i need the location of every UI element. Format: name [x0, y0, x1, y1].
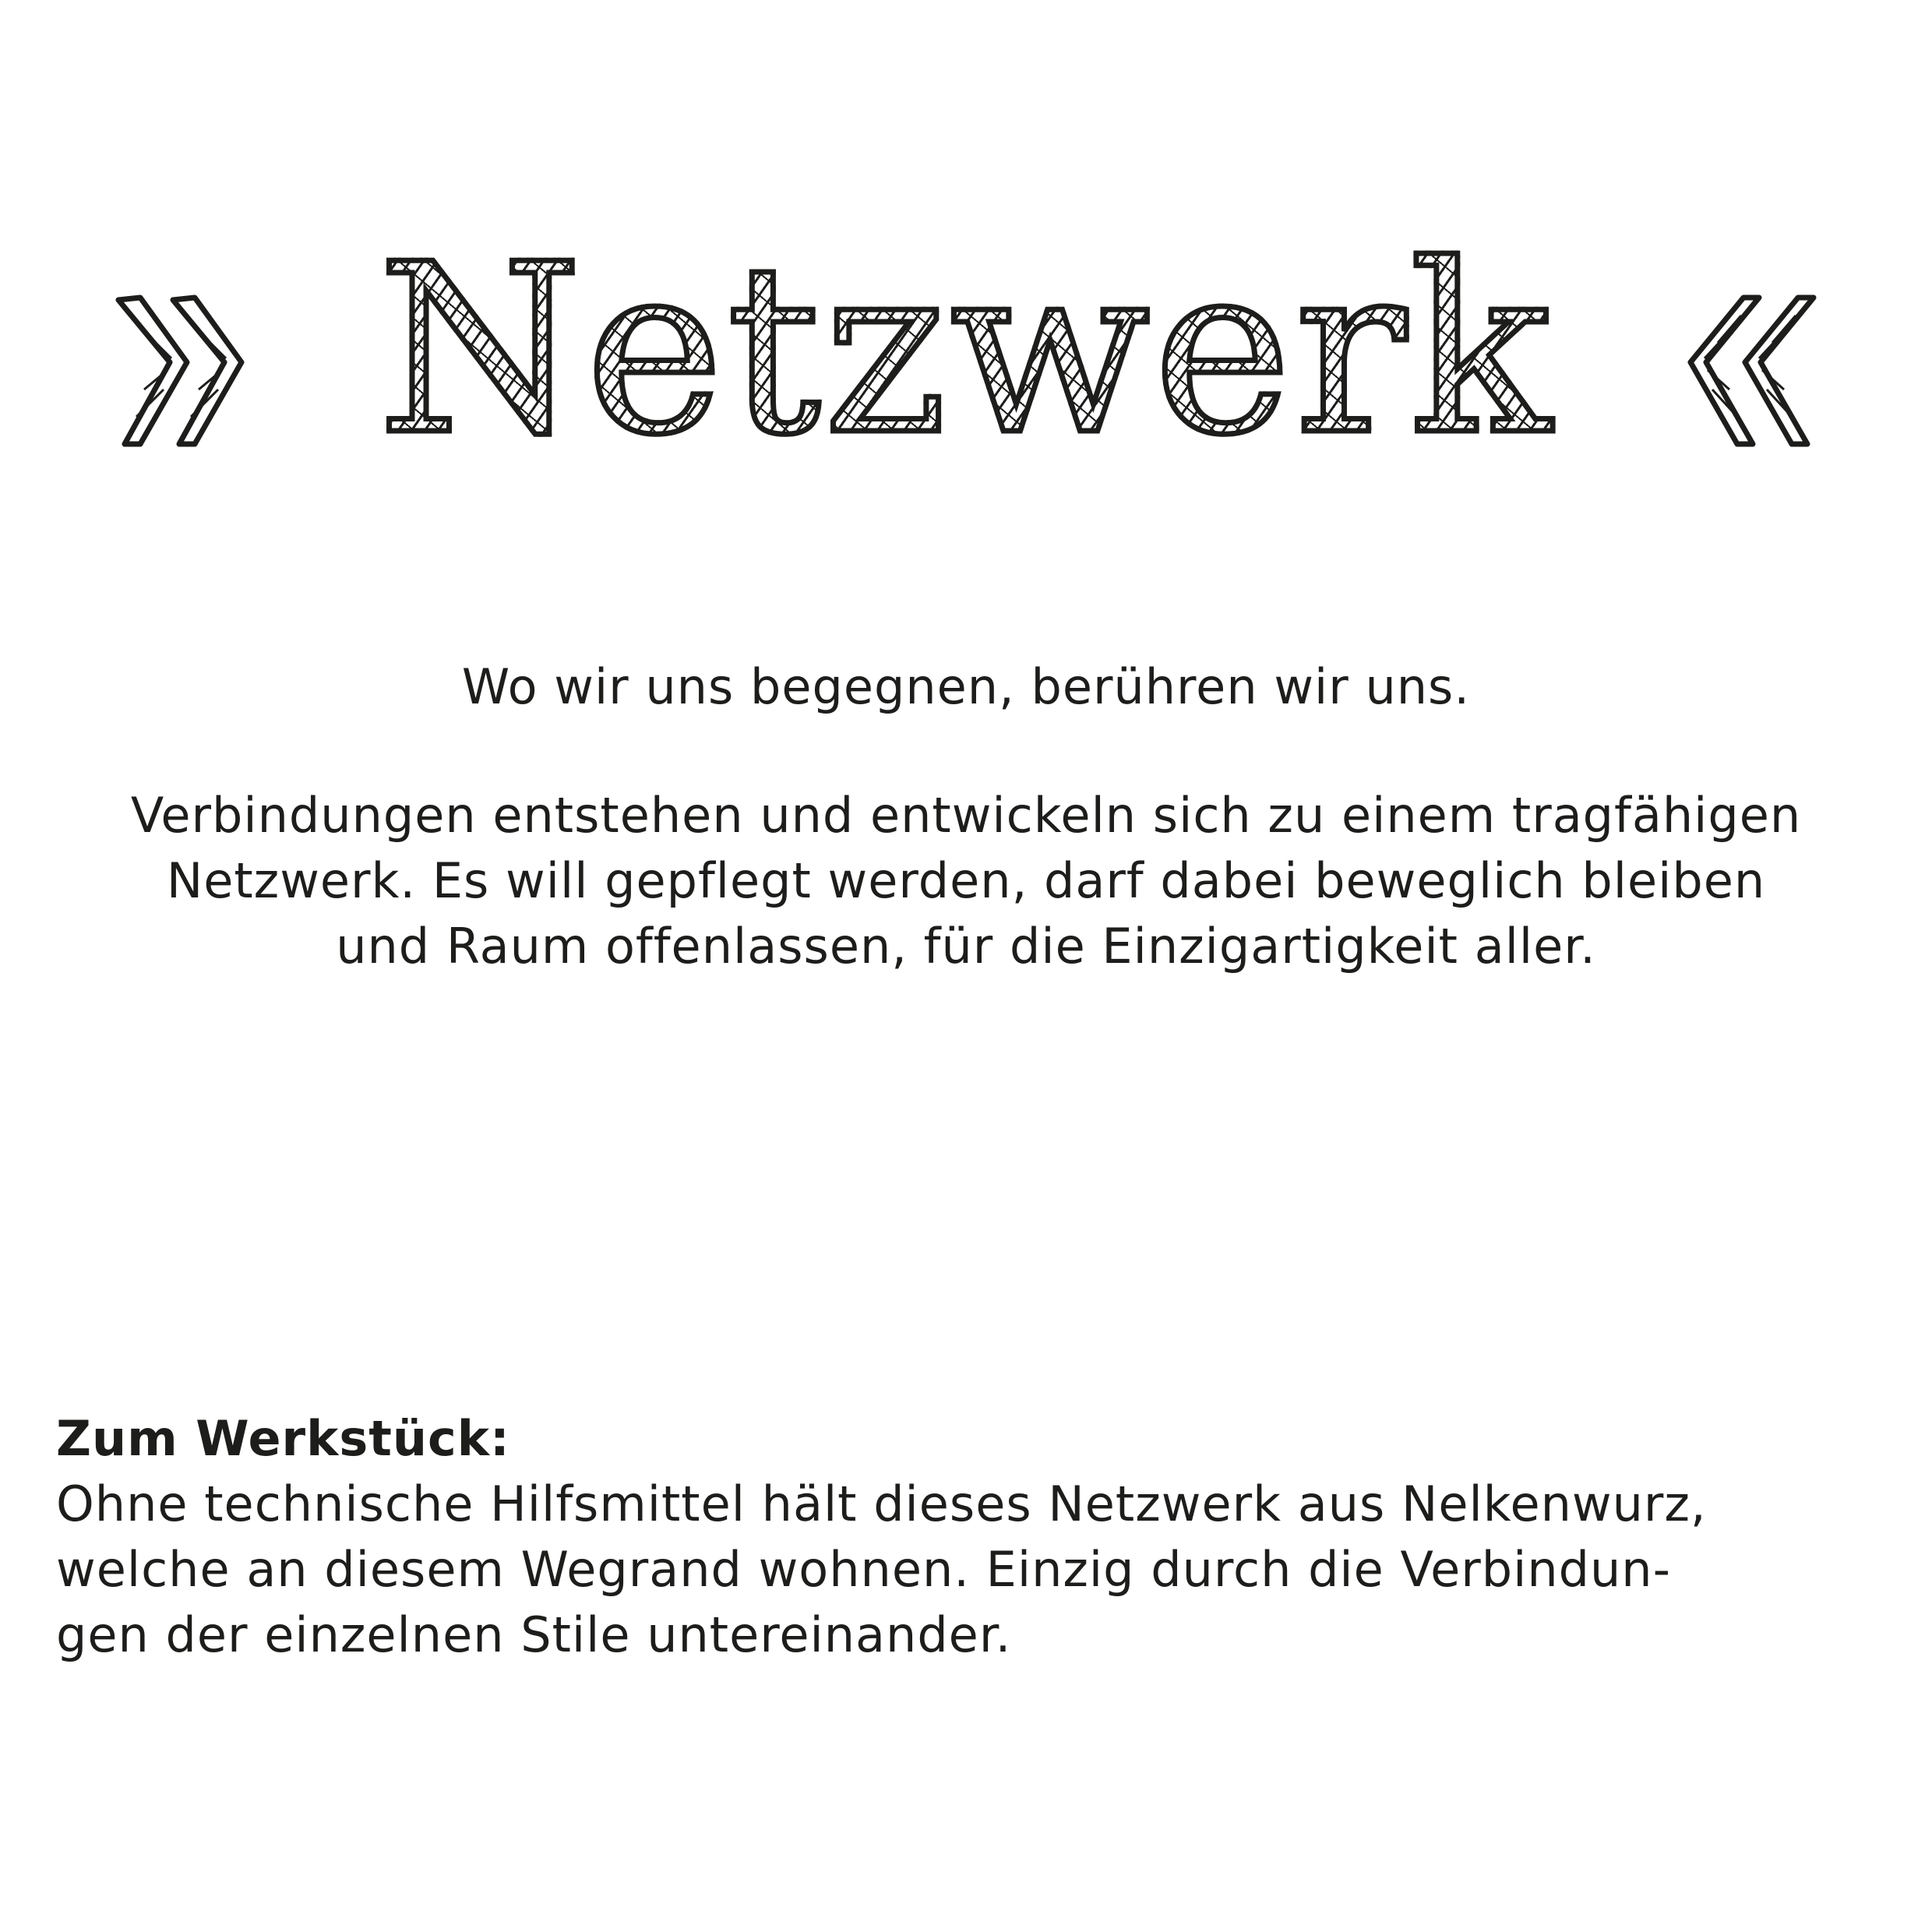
section-heading: Zum Werkstück:: [56, 1410, 510, 1467]
left-guillemet-icon: [1683, 210, 1823, 491]
page-title: Netzwerk: [378, 210, 1554, 491]
body-paragraph: [47, 783, 1885, 979]
body-line: und Raum offenlassen, für die Einzigartigkeit aller.: [336, 918, 1596, 975]
intro-line: Wo wir uns begegnen, berühren wir uns.: [461, 658, 1471, 715]
body-line: Netzwerk. Es will gepflegt werden, darf dabei beweglich bleiben: [166, 852, 1766, 909]
section-line: gen der einzelnen Stile untereinander.: [56, 1606, 1012, 1663]
title-row: [0, 210, 1932, 491]
section-line: welche an diesem Wegrand wohnen. Einzig durch die Verbindun-: [56, 1541, 1671, 1598]
werkstueck-section: [56, 1406, 1879, 1668]
section-line: Ohne technische Hilfsmittel hält dieses Netzwerk aus Nelkenwurz,: [56, 1475, 1707, 1532]
right-guillemet-icon: [109, 210, 249, 491]
body-line: Verbindungen entstehen und entwickeln sich zu einem tragfähigen: [130, 787, 1802, 844]
